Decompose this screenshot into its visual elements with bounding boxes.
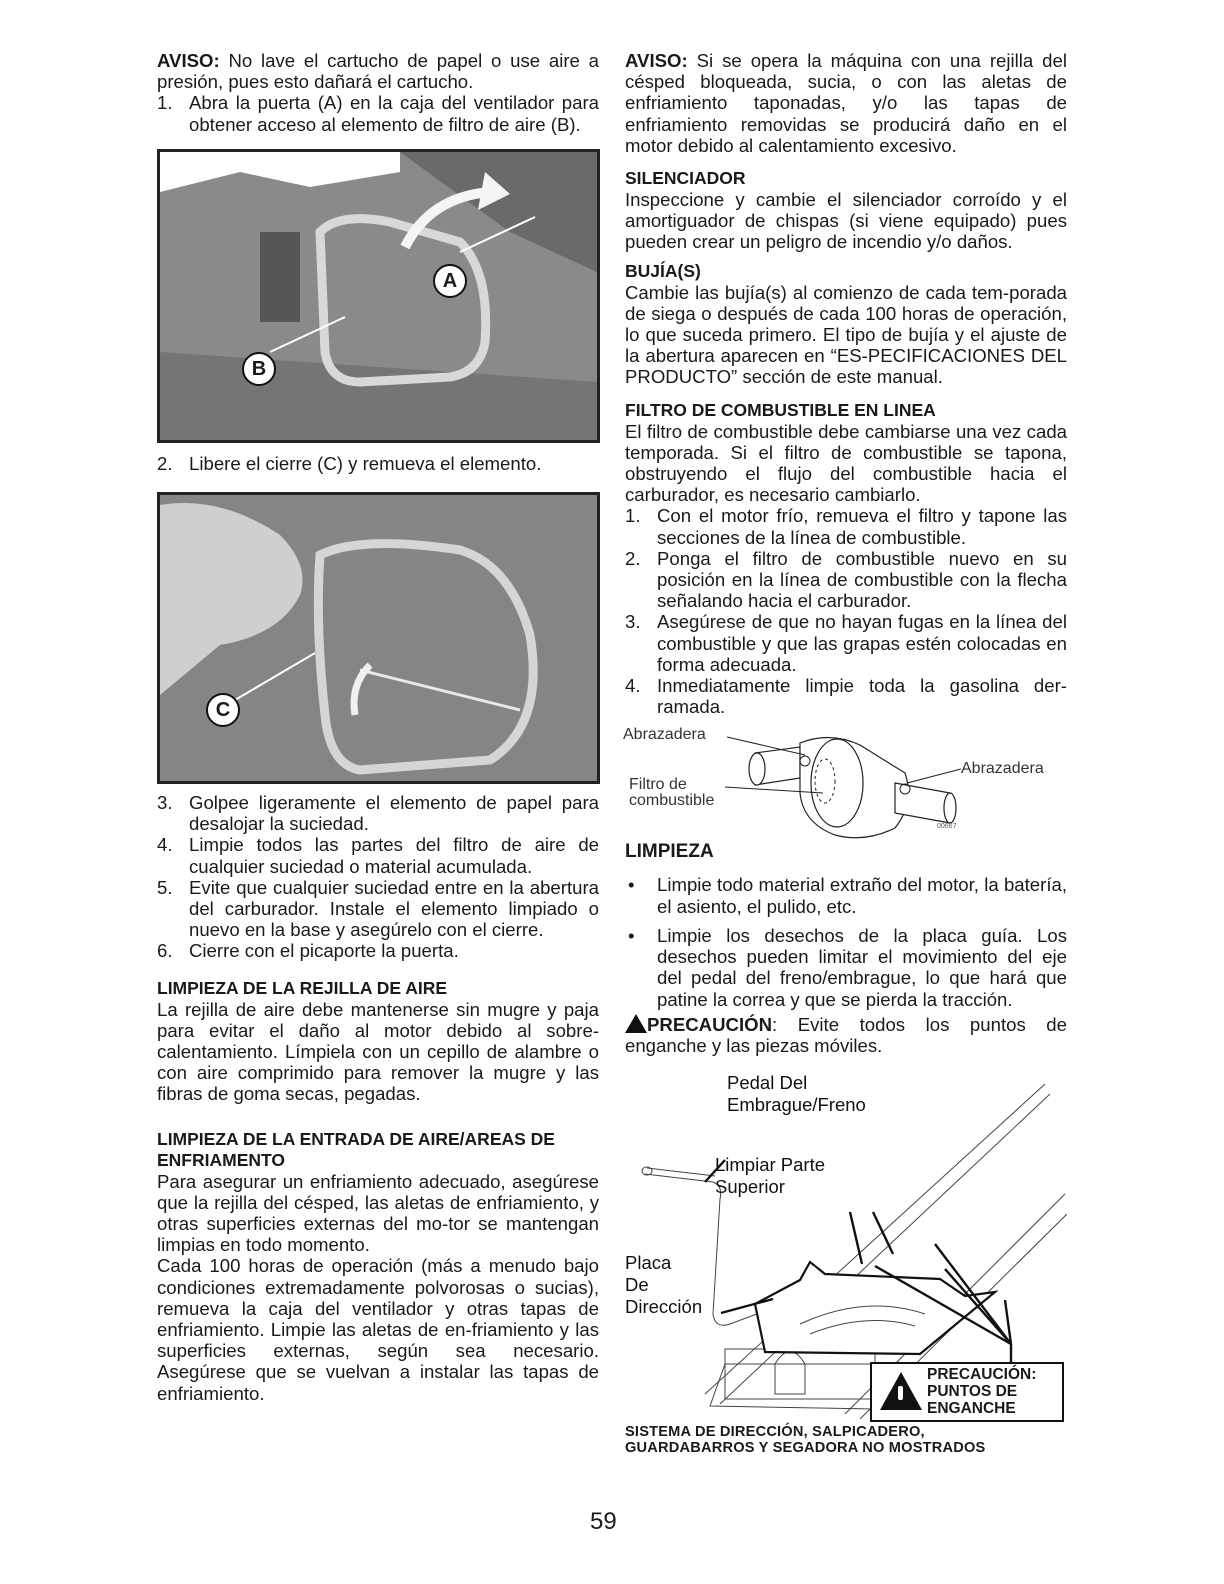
label-pedal: Pedal Del Embrague/Freno bbox=[727, 1072, 866, 1116]
bullet-item: • Limpie todo material extraño del motor, la batería, el asiento, el pulido, etc. bbox=[628, 874, 1067, 917]
section-heading-intake: LIMPIEZA DE LA ENTRADA DE AIRE/AREAS DE ENFRIAMENTO bbox=[157, 1128, 555, 1170]
photo-fan-housing-door bbox=[157, 149, 600, 443]
step-item: 4. Inmediatamente limpie toda la gasolina der-ramada. bbox=[625, 675, 1067, 718]
step-item: 3. Asegúrese de que no hayan fugas en la línea del combustible y que las grapas estén colocadas en forma adecuada. bbox=[625, 611, 1067, 675]
steering-diagram bbox=[625, 1064, 1067, 1457]
page-number: 59 bbox=[590, 1508, 617, 1535]
fuelfilter-steps bbox=[625, 505, 1067, 717]
photo-filter-latch bbox=[157, 492, 600, 784]
step-item: 2. Libere el cierre (C) y remueva el elemento. bbox=[157, 452, 542, 474]
overheating-notice: AVISO: Si se opera la máquina con una rejilla del césped bloqueada, sucia, o con las aletas de enfriamiento taponadas, y/o las tapas de enfriamiento removidas se producirá daño en el motor debido al calentamiento excesivo. bbox=[625, 50, 1067, 156]
step-item: 3. Golpee ligeramente el elemento de papel para desalojar la suciedad. bbox=[157, 792, 599, 835]
section-heading-sparkplug: BUJÍA(S) bbox=[625, 260, 701, 281]
air-filter-steps-b bbox=[157, 453, 599, 474]
bullet-item: • Limpie los desechos de la placa guía. Los desechos pueden limitar el movimiento del eje del pedal del freno/embrague, lo que hará que patine la correa y que se pierda la tracción. bbox=[628, 924, 1067, 1010]
pinch-point-warning-box bbox=[870, 1362, 1064, 1422]
air-filter-notice: AVISO: No lave el cartucho de papel o use aire a presión, pues esto dañará el cartucho. bbox=[157, 50, 599, 93]
cleaning-bullets bbox=[625, 874, 1067, 1009]
air-filter-steps-c bbox=[157, 792, 599, 962]
label-clamp-left: Abrazadera bbox=[623, 726, 706, 744]
warning-exclamation bbox=[898, 1386, 903, 1400]
callout-b: B bbox=[242, 352, 276, 386]
bullet-icon: • bbox=[628, 874, 635, 896]
air-filter-steps-a bbox=[157, 92, 599, 134]
step-item: 1. Abra la puerta (A) en la caja del ventilador para obtener acceso al elemento de filtro de aire (B). bbox=[157, 92, 599, 135]
warning-line-2: PUNTOS DE bbox=[927, 1383, 1018, 1401]
photo-illustration bbox=[160, 152, 597, 440]
section-heading-muffler: SILENCIADOR bbox=[625, 168, 746, 189]
warning-triangle-icon bbox=[625, 1014, 647, 1033]
notice-label: AVISO: bbox=[157, 50, 220, 71]
label-steering-plate: Placa De Dirección bbox=[625, 1252, 703, 1318]
fuel-filter-diagram bbox=[625, 723, 1067, 841]
section-text-intake-1: Para asegurar un enfriamiento adecuado, asegúrese que la rejilla del césped, las aletas de enfriamiento, y otras superficies externas del mo-tor se mantengan limpias en todo momento. bbox=[157, 1170, 599, 1256]
section-text-grille: La rejilla de aire debe mantenerse sin mugre y paja para evitar el daño al motor debido al sobre-calentamiento. Límpiela con un cepillo de alambre o con aire comprimido para remover la mugre y las fibras de goma secas, pegadas. bbox=[157, 998, 599, 1105]
label-fuel-filter: Filtro de combustible bbox=[629, 776, 715, 810]
section-heading-grille: LIMPIEZA DE LA REJILLA DE AIRE bbox=[157, 977, 448, 998]
step-item: 1. Con el motor frío, remueva el filtro y tapone las secciones de la línea de combustible. bbox=[625, 505, 1067, 548]
section-text-muffler: Inspeccione y cambie el silenciador corroído y el amortiguador de chispas (si viene equipado) pues pueden crear un peligro de incendio y/o daños. bbox=[625, 189, 1067, 253]
section-heading-cleaning: LIMPIEZA bbox=[625, 841, 714, 863]
caution-label: PRECAUCIÓN bbox=[647, 1013, 772, 1035]
section-text-fuelfilter: El filtro de combustible debe cambiarse una vez cada temporada. Si el filtro de combustible se tapona, obstruyendo el flujo del combustible hacia el carburador, es necesario cambiarlo. bbox=[625, 420, 1067, 506]
photo-illustration bbox=[160, 495, 597, 781]
callout-c: C bbox=[206, 693, 240, 727]
bullet-icon: • bbox=[628, 924, 635, 946]
step-item: 2. Ponga el filtro de combustible nuevo en su posición en la línea de combustible con la flecha señalando hacia el carburador. bbox=[625, 547, 1067, 612]
step-item: 6. Cierre con el picaporte la puerta. bbox=[157, 940, 459, 962]
warning-line-1: PRECAUCIÓN: bbox=[927, 1366, 1037, 1384]
diagram-caption-line-1: SISTEMA DE DIRECCIÓN, SALPICADERO, bbox=[625, 1424, 925, 1441]
section-heading-fuelfilter: FILTRO DE COMBUSTIBLE EN LINEA bbox=[625, 399, 936, 420]
part-number: 00667 bbox=[937, 823, 957, 831]
caution-note: PRECAUCIÓN: Evite todos los puntos de enganche y las piezas móviles. bbox=[625, 1013, 1067, 1056]
notice-label: AVISO: bbox=[625, 50, 688, 71]
section-text-intake-2: Cada 100 horas de operación (más a menudo bajo condiciones extremadamente polvorosas o sucias), remueva la caja del ventilador y otras tapas de enfriamiento. Limpie las aletas de en-friamiento y las superficies externas, según sea necesario. Asegúrese que se vuelvan a instalar las tapas de enfriamiento. bbox=[157, 1255, 599, 1404]
right-column bbox=[623, 50, 1067, 1457]
diagram-caption-line-2: GUARDABARROS Y SEGADORA NO MOSTRADOS bbox=[625, 1440, 986, 1457]
step-item: 4. Limpie todos las partes del filtro de aire de cualquier suciedad o material acumulada. bbox=[157, 834, 599, 877]
callout-a: A bbox=[433, 264, 467, 298]
left-column bbox=[157, 50, 599, 1404]
label-clamp-right: Abrazadera bbox=[961, 760, 1044, 778]
warning-line-3: ENGANCHE bbox=[927, 1400, 1016, 1418]
section-text-sparkplug: Cambie las bujía(s) al comienzo de cada tem-porada de siega o después de cada 100 horas de operación, lo que suceda primero. El tipo de bujía y el ajuste de la abertura aparecen en “ES-PECIFICACIONES DEL PRODUCTO” sección de este manual. bbox=[625, 281, 1067, 388]
label-clean-top: Limpiar Parte Superior bbox=[715, 1154, 826, 1198]
step-item: 5. Evite que cualquier suciedad entre en la abertura del carburador. Instale el elemento limpiado o nuevo en la base y asegúrelo con el cierre. bbox=[157, 876, 599, 941]
